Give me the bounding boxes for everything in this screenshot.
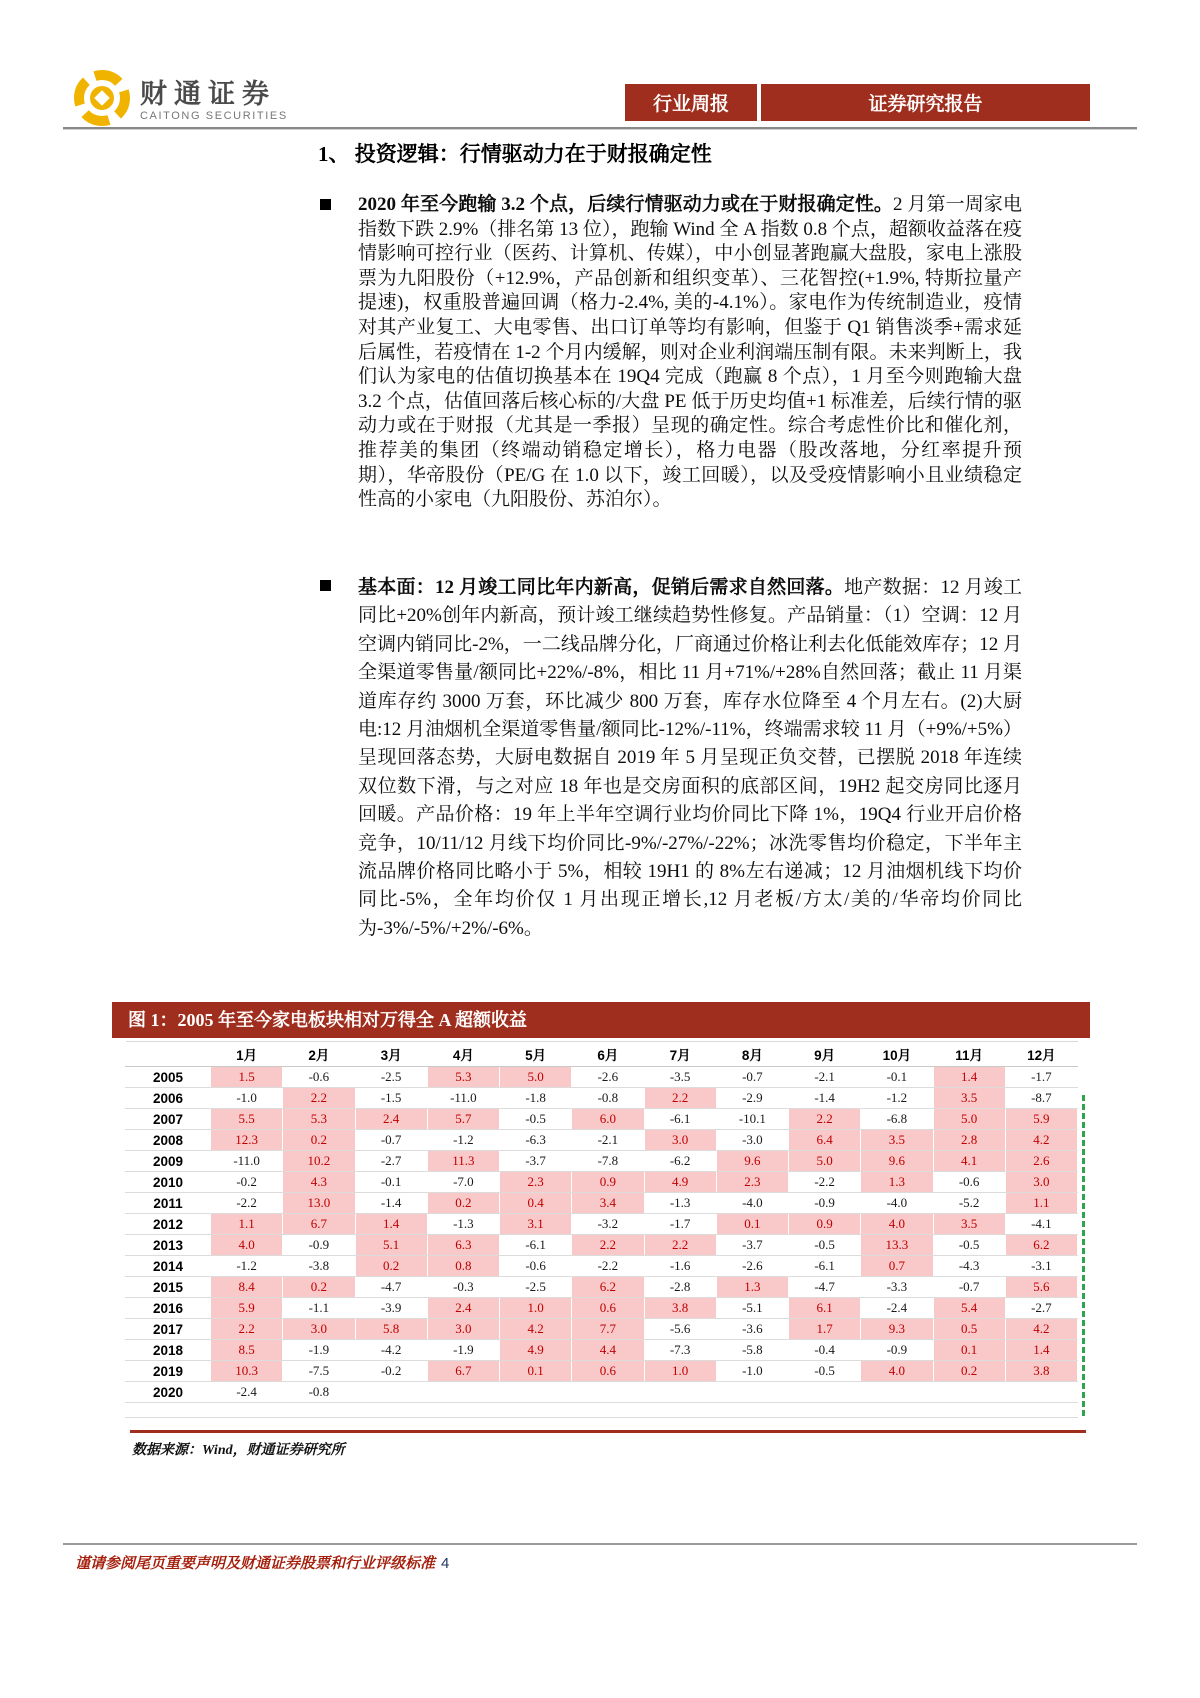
table-cell: -1.3 — [644, 1193, 716, 1214]
table-cell: -0.7 — [355, 1130, 427, 1151]
table-cell: 0.2 — [283, 1130, 355, 1151]
table-row — [126, 1298, 1078, 1319]
year-label: 2017 — [126, 1319, 211, 1340]
table-cell: -0.9 — [789, 1193, 861, 1214]
table-cell — [933, 1382, 1005, 1403]
table-cell: -1.4 — [355, 1193, 427, 1214]
year-label: 2012 — [126, 1214, 211, 1235]
figure-source: 数据来源：Wind，财通证券研究所 — [132, 1443, 345, 1458]
year-label: 2015 — [126, 1277, 211, 1298]
table-cell: 6.4 — [789, 1130, 861, 1151]
table-cell: 8.5 — [211, 1340, 283, 1361]
table-cell: 3.0 — [427, 1319, 499, 1340]
table-header-row — [126, 1042, 1078, 1067]
month-header: 5月 — [500, 1042, 572, 1067]
table-cell: 5.4 — [933, 1298, 1005, 1319]
table-cell — [211, 1403, 283, 1418]
table-cell: -6.8 — [861, 1109, 933, 1130]
table-cell: 1.0 — [644, 1361, 716, 1382]
table-cell: 0.2 — [933, 1361, 1005, 1382]
table-cell: 3.4 — [572, 1193, 644, 1214]
table-cell: -2.1 — [789, 1067, 861, 1088]
table-cell: 10.3 — [211, 1361, 283, 1382]
table-cell: 5.0 — [789, 1151, 861, 1172]
table-cell: -11.0 — [427, 1088, 499, 1109]
bullet-1-lead: 2020 年至今跑输 3.2 个点，后续行情驱动力或在于财报确定性。 — [358, 194, 894, 215]
table-cell — [1005, 1382, 1077, 1403]
table-cell: -2.4 — [861, 1298, 933, 1319]
excess-return-table-wrap — [125, 1041, 1078, 1418]
table-cell: 1.7 — [789, 1319, 861, 1340]
table-cell: -1.5 — [355, 1088, 427, 1109]
header-divider — [63, 127, 1137, 130]
table-cell: -1.8 — [500, 1088, 572, 1109]
year-label: 2014 — [126, 1256, 211, 1277]
table-cell: 0.2 — [427, 1193, 499, 1214]
bullet-item-1 — [320, 193, 1022, 513]
badge-research-report: 证券研究报告 — [761, 84, 1090, 121]
table-cell: -0.7 — [716, 1067, 788, 1088]
table-cell: 0.9 — [572, 1172, 644, 1193]
table-cell — [427, 1382, 499, 1403]
table-row — [126, 1214, 1078, 1235]
table-row — [126, 1361, 1078, 1382]
table-cell: 2.2 — [283, 1088, 355, 1109]
table-cell: -3.3 — [861, 1277, 933, 1298]
table-cell — [572, 1382, 644, 1403]
month-header: 7月 — [644, 1042, 716, 1067]
table-cell: 1.3 — [716, 1277, 788, 1298]
table-cell: 0.1 — [500, 1361, 572, 1382]
table-row — [126, 1067, 1078, 1088]
table-cell: -1.1 — [283, 1298, 355, 1319]
year-label: 2005 — [126, 1067, 211, 1088]
table-cell: -2.6 — [716, 1256, 788, 1277]
section-title: 1、 投资逻辑：行情驱动力在于财报确定性 — [318, 142, 712, 166]
year-label: 2007 — [126, 1109, 211, 1130]
table-cell: -2.2 — [572, 1256, 644, 1277]
table-cell: -1.3 — [427, 1214, 499, 1235]
table-cell: 4.2 — [1005, 1130, 1077, 1151]
page-number: 4 — [441, 1555, 450, 1572]
figure-title: 图 1：2005 年至今家电板块相对万得全 A 超额收益 — [112, 1002, 1090, 1038]
table-cell: -0.6 — [283, 1067, 355, 1088]
table-cell: 3.5 — [933, 1088, 1005, 1109]
table-cell — [355, 1382, 427, 1403]
table-cell: -0.5 — [789, 1235, 861, 1256]
table-cell: 0.7 — [861, 1256, 933, 1277]
footer-disclaimer: 谨请参阅尾页重要声明及财通证券股票和行业评级标准 — [75, 1556, 436, 1572]
table-cell: 8.4 — [211, 1277, 283, 1298]
table-cell: 6.0 — [572, 1109, 644, 1130]
table-cell: -2.1 — [572, 1130, 644, 1151]
table-cell: 5.6 — [1005, 1277, 1077, 1298]
table-cell: -5.1 — [716, 1298, 788, 1319]
table-row — [126, 1340, 1078, 1361]
table-cell: -0.2 — [355, 1361, 427, 1382]
table-cell: 0.9 — [789, 1214, 861, 1235]
table-cell: -6.2 — [644, 1151, 716, 1172]
bullet-2-body: 地产数据：12 月竣工同比+20%创年内新高，预计竣工继续趋势性修复。产品销量：（1）空调：12 月空调内销同比-2%，一二线品牌分化，厂商通过价格让利去化低能效库存；12 月全渠道零售量/额同比+22%/-8%，相比 11 月+71%/+28%自然回落；截止 11 月渠道库存约 3000 万套，环比减少 800 万套，库存水位降至 4 个月左右。(2)大厨电:12 月油烟机全渠道零售量/额同比-12%/-11%，终端需求较 11 月（+9%/+5%）呈现回落态势，大厨电数据自 2019 年 5 月呈现正负交替，已摆脱 2018 年连续双位数下滑，与之对应 18 年也是交房面积的底部区间，19H2 起交房同比逐月回暖。产品价格：19 年上半年空调行业均价同比下降 1%，19Q4 行业开启价格竞争，10/11/12 月线下均价同比-9%/-27%/-22%；冰洗零售均价稳定，下半年主流品牌价格同比略小于 5%，相较 19H1 的 8%左右递减；12 月油烟机线下均价同比-5%，全年均价仅 1 月出现正增长,12 月老板/方太/美的/华帝均价同比为-3%/-5%/+2%/-6%。 — [358, 577, 1022, 939]
table-cell: 2.2 — [789, 1109, 861, 1130]
table-cell — [716, 1382, 788, 1403]
table-cell: -3.5 — [644, 1067, 716, 1088]
table-cell: -4.3 — [933, 1256, 1005, 1277]
table-cell: -0.7 — [933, 1277, 1005, 1298]
table-row — [126, 1382, 1078, 1403]
table-cell: 1.4 — [933, 1067, 1005, 1088]
table-cell: -3.9 — [355, 1298, 427, 1319]
table-cell: -0.3 — [427, 1277, 499, 1298]
table-cell: 5.0 — [500, 1067, 572, 1088]
table-cell: 4.2 — [1005, 1319, 1077, 1340]
bullet-2-lead: 基本面：12 月竣工同比年内新高，促销后需求自然回落。 — [358, 577, 845, 598]
table-cell — [933, 1403, 1005, 1418]
bullet-square-icon — [320, 199, 331, 210]
table-green-dashed-edge — [1082, 1095, 1085, 1416]
month-header: 8月 — [716, 1042, 788, 1067]
table-cell: 2.2 — [644, 1088, 716, 1109]
table-cell: 4.1 — [933, 1151, 1005, 1172]
table-cell: 4.0 — [861, 1361, 933, 1382]
badge-industry-weekly: 行业周报 — [625, 84, 757, 121]
year-label: 2010 — [126, 1172, 211, 1193]
table-cell: -7.3 — [644, 1340, 716, 1361]
table-cell — [644, 1403, 716, 1418]
table-cell — [355, 1403, 427, 1418]
table-cell: -2.2 — [211, 1193, 283, 1214]
table-cell: -2.8 — [644, 1277, 716, 1298]
table-cell: 1.5 — [211, 1067, 283, 1088]
table-cell: -0.5 — [789, 1361, 861, 1382]
table-cell: 5.9 — [211, 1298, 283, 1319]
table-row — [126, 1151, 1078, 1172]
year-label: 2006 — [126, 1088, 211, 1109]
table-cell: -0.6 — [500, 1256, 572, 1277]
year-label: 2020 — [126, 1382, 211, 1403]
table-cell: 0.2 — [355, 1256, 427, 1277]
logo-cn-text: 财通证券 — [140, 78, 276, 109]
table-cell: 1.4 — [1005, 1340, 1077, 1361]
table-cell — [789, 1382, 861, 1403]
table-cell: 4.0 — [211, 1235, 283, 1256]
table-cell: 2.2 — [211, 1319, 283, 1340]
table-cell: -1.4 — [789, 1088, 861, 1109]
table-row — [126, 1319, 1078, 1340]
table-cell: 4.4 — [572, 1340, 644, 1361]
table-cell: -4.2 — [355, 1340, 427, 1361]
table-cell: 3.5 — [933, 1214, 1005, 1235]
table-cell: -0.5 — [500, 1109, 572, 1130]
table-cell: 5.9 — [1005, 1109, 1077, 1130]
table-cell: -0.4 — [789, 1340, 861, 1361]
table-cell: -0.8 — [572, 1088, 644, 1109]
year-label: 2009 — [126, 1151, 211, 1172]
table-cell: -0.6 — [933, 1172, 1005, 1193]
table-cell: -11.0 — [211, 1151, 283, 1172]
table-cell: -1.9 — [427, 1340, 499, 1361]
table-cell: -1.2 — [427, 1130, 499, 1151]
table-cell: -1.7 — [644, 1214, 716, 1235]
table-cell: -6.1 — [644, 1109, 716, 1130]
table-row — [126, 1130, 1078, 1151]
table-cell: 3.8 — [1005, 1361, 1077, 1382]
month-header: 11月 — [933, 1042, 1005, 1067]
table-cell: 4.9 — [644, 1172, 716, 1193]
table-cell: -0.1 — [861, 1067, 933, 1088]
table-cell — [500, 1382, 572, 1403]
table-cell: 4.0 — [861, 1214, 933, 1235]
table-cell — [861, 1382, 933, 1403]
table-cell: 1.0 — [500, 1298, 572, 1319]
table-cell: 4.3 — [283, 1172, 355, 1193]
table-cell: 0.6 — [572, 1298, 644, 1319]
table-cell: 9.6 — [716, 1151, 788, 1172]
table-cell: 6.7 — [283, 1214, 355, 1235]
table-spacer-row — [126, 1403, 1078, 1418]
logo-en-text: CAITONG SECURITIES — [140, 109, 288, 122]
table-row — [126, 1193, 1078, 1214]
table-cell: -1.9 — [283, 1340, 355, 1361]
excess-return-table — [125, 1041, 1078, 1418]
table-cell — [500, 1403, 572, 1418]
table-cell: -0.9 — [283, 1235, 355, 1256]
table-cell: 4.9 — [500, 1340, 572, 1361]
table-cell — [644, 1382, 716, 1403]
table-cell: 5.0 — [933, 1109, 1005, 1130]
table-cell: -2.9 — [716, 1088, 788, 1109]
table-cell: 2.6 — [1005, 1151, 1077, 1172]
table-cell — [126, 1403, 211, 1418]
table-cell: -2.7 — [355, 1151, 427, 1172]
table-row — [126, 1172, 1078, 1193]
table-cell: -8.7 — [1005, 1088, 1077, 1109]
table-cell: 5.5 — [211, 1109, 283, 1130]
year-label: 2018 — [126, 1340, 211, 1361]
table-cell: -7.8 — [572, 1151, 644, 1172]
table-row — [126, 1277, 1078, 1298]
table-cell: 2.4 — [427, 1298, 499, 1319]
table-row — [126, 1235, 1078, 1256]
table-cell: 3.0 — [1005, 1172, 1077, 1193]
table-cell: -1.0 — [211, 1088, 283, 1109]
table-cell: -4.7 — [789, 1277, 861, 1298]
table-row — [126, 1109, 1078, 1130]
table-cell: -2.2 — [789, 1172, 861, 1193]
table-row — [126, 1256, 1078, 1277]
month-header: 6月 — [572, 1042, 644, 1067]
table-cell: -1.6 — [644, 1256, 716, 1277]
table-cell: 2.3 — [716, 1172, 788, 1193]
table-cell: -0.1 — [355, 1172, 427, 1193]
year-label: 2008 — [126, 1130, 211, 1151]
table-cell: 5.8 — [355, 1319, 427, 1340]
table-cell: 0.4 — [500, 1193, 572, 1214]
table-cell: -2.7 — [1005, 1298, 1077, 1319]
table-cell: 12.3 — [211, 1130, 283, 1151]
table-cell: 6.2 — [1005, 1235, 1077, 1256]
table-cell: -0.9 — [861, 1340, 933, 1361]
table-cell: 0.6 — [572, 1361, 644, 1382]
table-cell: 5.3 — [283, 1109, 355, 1130]
footer-divider — [63, 1543, 1137, 1545]
footer-line — [75, 1552, 449, 1573]
table-cell: -1.2 — [211, 1256, 283, 1277]
table-cell: -3.2 — [572, 1214, 644, 1235]
table-cell: -5.2 — [933, 1193, 1005, 1214]
bullet-2-text — [358, 574, 1022, 943]
table-cell: 2.4 — [355, 1109, 427, 1130]
table-cell: -6.1 — [500, 1235, 572, 1256]
table-cell: -0.2 — [211, 1172, 283, 1193]
year-label: 2016 — [126, 1298, 211, 1319]
table-cell: -3.7 — [716, 1235, 788, 1256]
month-header: 9月 — [789, 1042, 861, 1067]
year-label: 2011 — [126, 1193, 211, 1214]
table-cell: -0.5 — [933, 1235, 1005, 1256]
figure-bottom-rule — [130, 1430, 1086, 1433]
table-cell: 1.1 — [211, 1214, 283, 1235]
table-cell: 11.3 — [427, 1151, 499, 1172]
table-cell — [861, 1403, 933, 1418]
month-header: 1月 — [211, 1042, 283, 1067]
bullet-item-2 — [320, 574, 1022, 943]
table-cell: 9.3 — [861, 1319, 933, 1340]
table-cell: 2.8 — [933, 1130, 1005, 1151]
table-cell: 3.0 — [644, 1130, 716, 1151]
year-label: 2013 — [126, 1235, 211, 1256]
bullet-1-body: 2 月第一周家电指数下跌 2.9%（排名第 13 位），跑输 Wind 全 A 指数 0.8 个点，超额收益落在疫情影响可控行业（医药、计算机、传媒），中小创显著跑赢大盘股，家电上涨股票为九阳股份（+12.9%，产品创新和组织变革）、三花智控(+1.9%, 特斯拉量产提速)，权重股普遍回调（格力-2.4%, 美的-4.1%）。家电作为传统制造业，疫情对其产业复工、大电零售、出口订单等均有影响，但鉴于 Q1 销售淡季+需求延后属性，若疫情在 1-2 个月内缓解，则对企业利润端压制有限。未来判断上，我们认为家电的估值切换基本在 19Q4 完成（跑赢 8 个点），1 月至今则跑输大盘 3.2 个点，估值回落后核心标的/大盘 PE 低于历史均值+1 标准差，后续行情的驱动力或在于财报（尤其是一季报）呈现的确定性。综合考虑性价比和催化剂，推荐美的集团（终端动销稳定增长），格力电器（股改落地，分红率提升预期），华帝股份（PE/G 在 1.0 以下，竣工回暖），以及受疫情影响小且业绩稳定性高的小家电（九阳股份、苏泊尔）。 — [358, 194, 1022, 511]
table-cell: 1.3 — [861, 1172, 933, 1193]
table-cell: -1.7 — [1005, 1067, 1077, 1088]
table-row — [126, 1088, 1078, 1109]
table-cell: -2.4 — [211, 1382, 283, 1403]
caitong-coin-icon — [74, 70, 130, 131]
table-cell: 2.2 — [572, 1235, 644, 1256]
table-cell: 13.0 — [283, 1193, 355, 1214]
month-header: 12月 — [1005, 1042, 1077, 1067]
table-cell: 5.3 — [427, 1067, 499, 1088]
table-cell: 7.7 — [572, 1319, 644, 1340]
table-cell: -4.7 — [355, 1277, 427, 1298]
table-cell: 6.7 — [427, 1361, 499, 1382]
table-cell: -6.1 — [789, 1256, 861, 1277]
table-cell: 6.3 — [427, 1235, 499, 1256]
table-cell — [716, 1403, 788, 1418]
month-header: 10月 — [861, 1042, 933, 1067]
month-header: 4月 — [427, 1042, 499, 1067]
table-cell: -1.0 — [716, 1361, 788, 1382]
table-cell: -0.8 — [283, 1382, 355, 1403]
month-header: 2月 — [283, 1042, 355, 1067]
table-cell: 6.2 — [572, 1277, 644, 1298]
table-cell: 2.3 — [500, 1172, 572, 1193]
table-cell: 0.1 — [716, 1214, 788, 1235]
bullet-square-icon — [320, 580, 331, 591]
company-logo — [74, 70, 288, 131]
table-cell: -4.0 — [861, 1193, 933, 1214]
table-cell: 0.2 — [283, 1277, 355, 1298]
table-cell: 13.3 — [861, 1235, 933, 1256]
table-cell: 5.1 — [355, 1235, 427, 1256]
table-cell: 9.6 — [861, 1151, 933, 1172]
table-cell: -6.3 — [500, 1130, 572, 1151]
table-cell: -3.6 — [716, 1319, 788, 1340]
table-cell: -3.0 — [716, 1130, 788, 1151]
table-cell — [283, 1403, 355, 1418]
table-cell: 3.8 — [644, 1298, 716, 1319]
table-cell: 1.4 — [355, 1214, 427, 1235]
table-cell: -3.1 — [1005, 1256, 1077, 1277]
table-cell: -1.2 — [861, 1088, 933, 1109]
table-cell: 2.2 — [644, 1235, 716, 1256]
table-cell: 10.2 — [283, 1151, 355, 1172]
figure-1 — [112, 1002, 1090, 1459]
bullet-1-text — [358, 193, 1022, 513]
table-cell: -3.7 — [500, 1151, 572, 1172]
table-cell: -4.1 — [1005, 1214, 1077, 1235]
table-cell: 0.8 — [427, 1256, 499, 1277]
table-cell: 3.1 — [500, 1214, 572, 1235]
table-cell: 4.2 — [500, 1319, 572, 1340]
table-cell: -3.8 — [283, 1256, 355, 1277]
table-cell: -4.0 — [716, 1193, 788, 1214]
table-cell: 1.1 — [1005, 1193, 1077, 1214]
report-type-badges — [625, 84, 1090, 121]
table-cell — [1005, 1403, 1077, 1418]
table-cell — [427, 1403, 499, 1418]
table-cell: -10.1 — [716, 1109, 788, 1130]
table-cell: 3.0 — [283, 1319, 355, 1340]
table-cell: -5.8 — [716, 1340, 788, 1361]
table-cell: 3.5 — [861, 1130, 933, 1151]
table-cell: 6.1 — [789, 1298, 861, 1319]
table-cell: -2.6 — [572, 1067, 644, 1088]
month-header: 3月 — [355, 1042, 427, 1067]
table-cell: -2.5 — [500, 1277, 572, 1298]
table-cell — [789, 1403, 861, 1418]
table-cell — [572, 1403, 644, 1418]
table-cell: -7.0 — [427, 1172, 499, 1193]
table-cell: -5.6 — [644, 1319, 716, 1340]
table-cell: -2.5 — [355, 1067, 427, 1088]
table-cell: 5.7 — [427, 1109, 499, 1130]
table-cell: 0.5 — [933, 1319, 1005, 1340]
table-cell: 0.1 — [933, 1340, 1005, 1361]
year-label: 2019 — [126, 1361, 211, 1382]
table-cell: -7.5 — [283, 1361, 355, 1382]
